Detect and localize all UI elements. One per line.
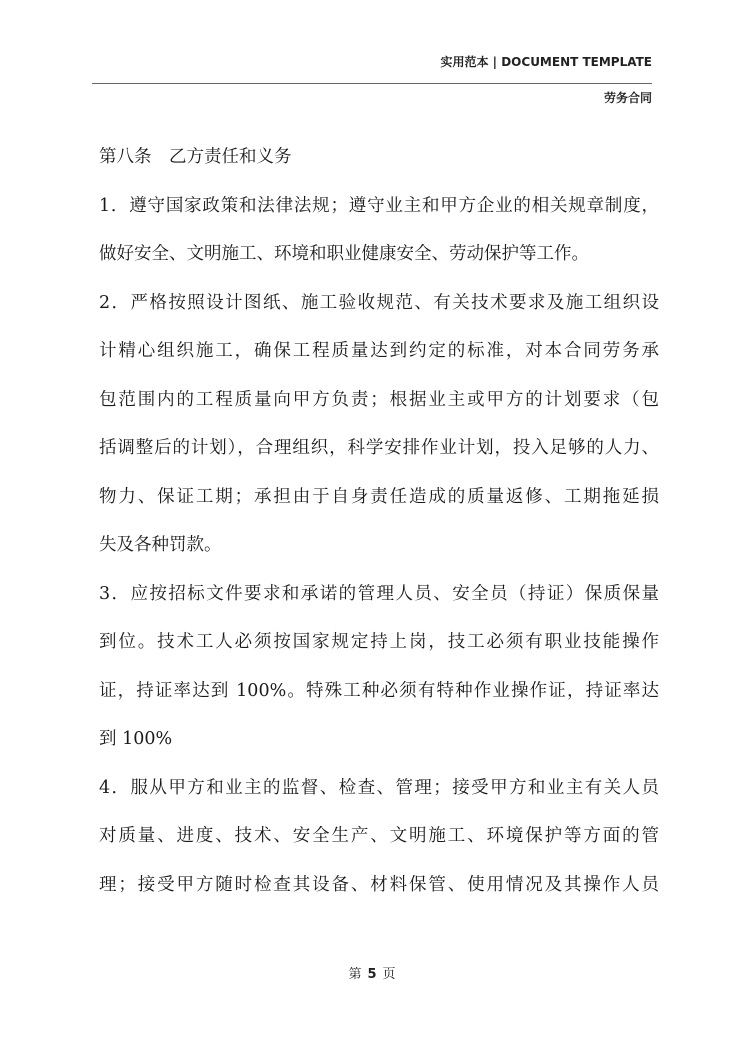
document-body <box>99 141 659 917</box>
page-prefix: 第 <box>348 967 362 982</box>
paragraph-line: 理；接受甲方随时检查其设备、材料保管、使用情况及其操作人员 <box>99 874 659 895</box>
paragraph-line: 2．严格按照设计图纸、施工验收规范、有关技术要求及施工组织设 <box>99 292 659 313</box>
paragraph-line: 计精心组织施工，确保工程质量达到约定的标准，对本合同劳务承 <box>99 341 659 361</box>
page-suffix: 页 <box>382 967 396 982</box>
paragraph-line: 做好安全、文明施工、环境和职业健康安全、劳动保护等工作。 <box>99 244 589 264</box>
page-number: 5 <box>367 967 377 982</box>
article-heading: 第八条 乙方责任和义务 <box>99 147 292 167</box>
paragraph-line: 3．应按招标文件要求和承诺的管理人员、安全员（持证）保质保量 <box>99 583 659 604</box>
paragraph-line: 包范围内的工程质量向甲方负责；根据业主或甲方的计划要求（包 <box>99 389 659 410</box>
page-footer <box>0 963 744 982</box>
paragraph-line: 4．服从甲方和业主的监督、检查、管理；接受甲方和业主有关人员 <box>99 777 659 798</box>
header-divider <box>92 83 652 84</box>
paragraph-line: 失及各种罚款。 <box>99 535 222 555</box>
header-title: 实用范本 | DOCUMENT TEMPLATE <box>440 55 652 69</box>
paragraph-line: 证，持证率达到 100%。特殊工种必须有特种作业操作证，持证率达 <box>99 680 659 701</box>
header-subtitle: 劳务合同 <box>603 91 652 105</box>
paragraph-line: 对质量、进度、技术、安全生产、文明施工、环境保护等方面的管 <box>99 826 659 846</box>
paragraph-line: 1．遵守国家政策和法律法规；遵守业主和甲方企业的相关规章制度， <box>99 195 659 216</box>
paragraph-line: 到 100% <box>99 729 173 749</box>
paragraph-line: 括调整后的计划），合理组织，科学安排作业计划，投入足够的人力、 <box>99 438 659 458</box>
paragraph-line: 物力、保证工期；承担由于自身责任造成的质量返修、工期拖延损 <box>99 486 659 507</box>
paragraph-line: 到位。技术工人必须按国家规定持上岗，技工必须有职业技能操作 <box>99 632 659 652</box>
